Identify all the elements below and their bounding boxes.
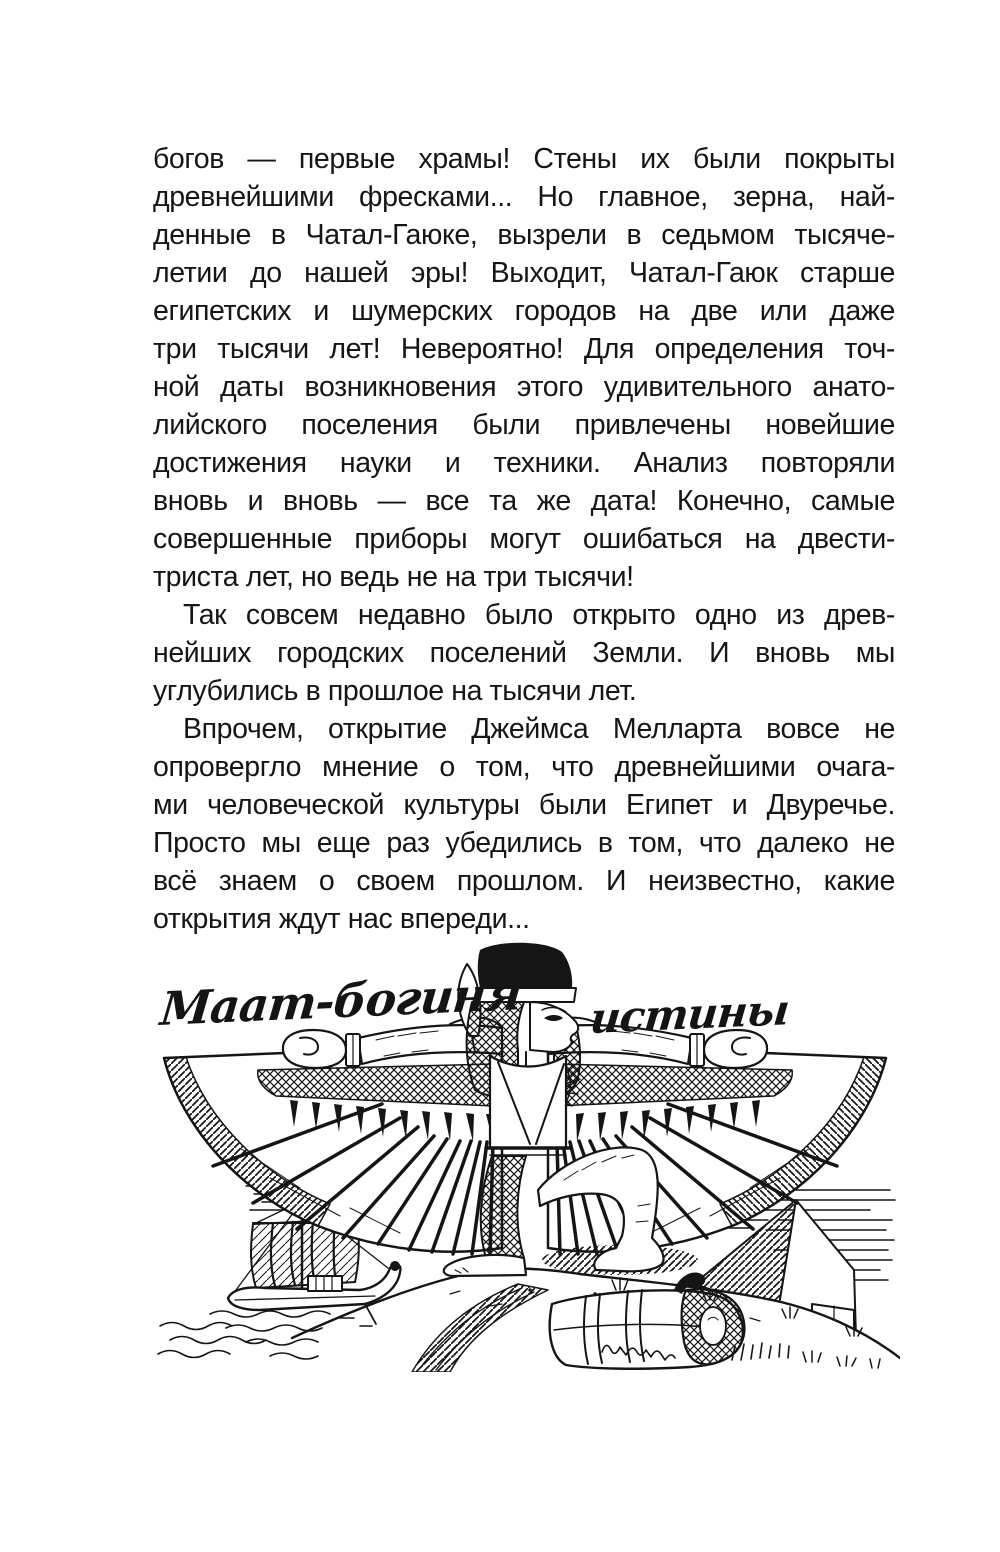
illustration-caption-left: Маат-богиня (158, 965, 524, 1036)
text-line: ми человеческой культуры были Египет и Двуречье. (153, 789, 895, 821)
maat-illustration (150, 938, 900, 1372)
illustration-caption-right: истины (588, 985, 792, 1043)
text-line: Так совсем недавно было открыто одно из древ- (183, 599, 895, 631)
text-line: летии до нашей эры! Выходит, Чатал-Гаюк старше (153, 257, 895, 289)
text-line: открытия ждут нас впереди... (153, 903, 530, 935)
text-line: совершенные приборы могут ошибаться на двести- (153, 523, 895, 555)
text-line: углубились в прошлое на тысячи лет. (153, 675, 637, 707)
text-line: вновь и вновь — все та же дата! Конечно, самые (153, 485, 895, 517)
text-line: лийского поселения были привлечены новейшие (153, 409, 895, 441)
wing-right (548, 1044, 886, 1254)
wing-left (164, 1044, 502, 1254)
text-line: всё знаем о своем прошлом. И неизвестно, какие (153, 865, 895, 897)
text-line: денные в Чатал-Гаюке, вызрели в седьмом тысяче- (153, 219, 895, 251)
text-line: Просто мы еще раз убедились в том, что далеко не (153, 827, 895, 859)
text-line: Впрочем, открытие Джеймса Мелларта вовсе не (183, 713, 895, 745)
text-line: триста лет, но ведь не на три тысячи! (153, 561, 634, 593)
text-line: египетских и шумерских городов на две или даже (153, 295, 895, 327)
text-line: нейших городских поселений Земли. И вновь мы (153, 637, 895, 669)
text-line: древнейшими фресками... Но главное, зерна, най- (153, 181, 895, 213)
body-text (153, 140, 895, 938)
text-line: ной даты возникновения этого удивительного анато- (153, 371, 895, 403)
text-line: три тысячи лет! Невероятно! Для определения точ- (153, 333, 895, 365)
text-line: богов — первые храмы! Стены их были покрыты (153, 143, 895, 175)
text-line: достижения науки и техники. Анализ повторяли (153, 447, 895, 479)
text-line: опровергло мнение о том, что древнейшими очага- (153, 751, 895, 783)
